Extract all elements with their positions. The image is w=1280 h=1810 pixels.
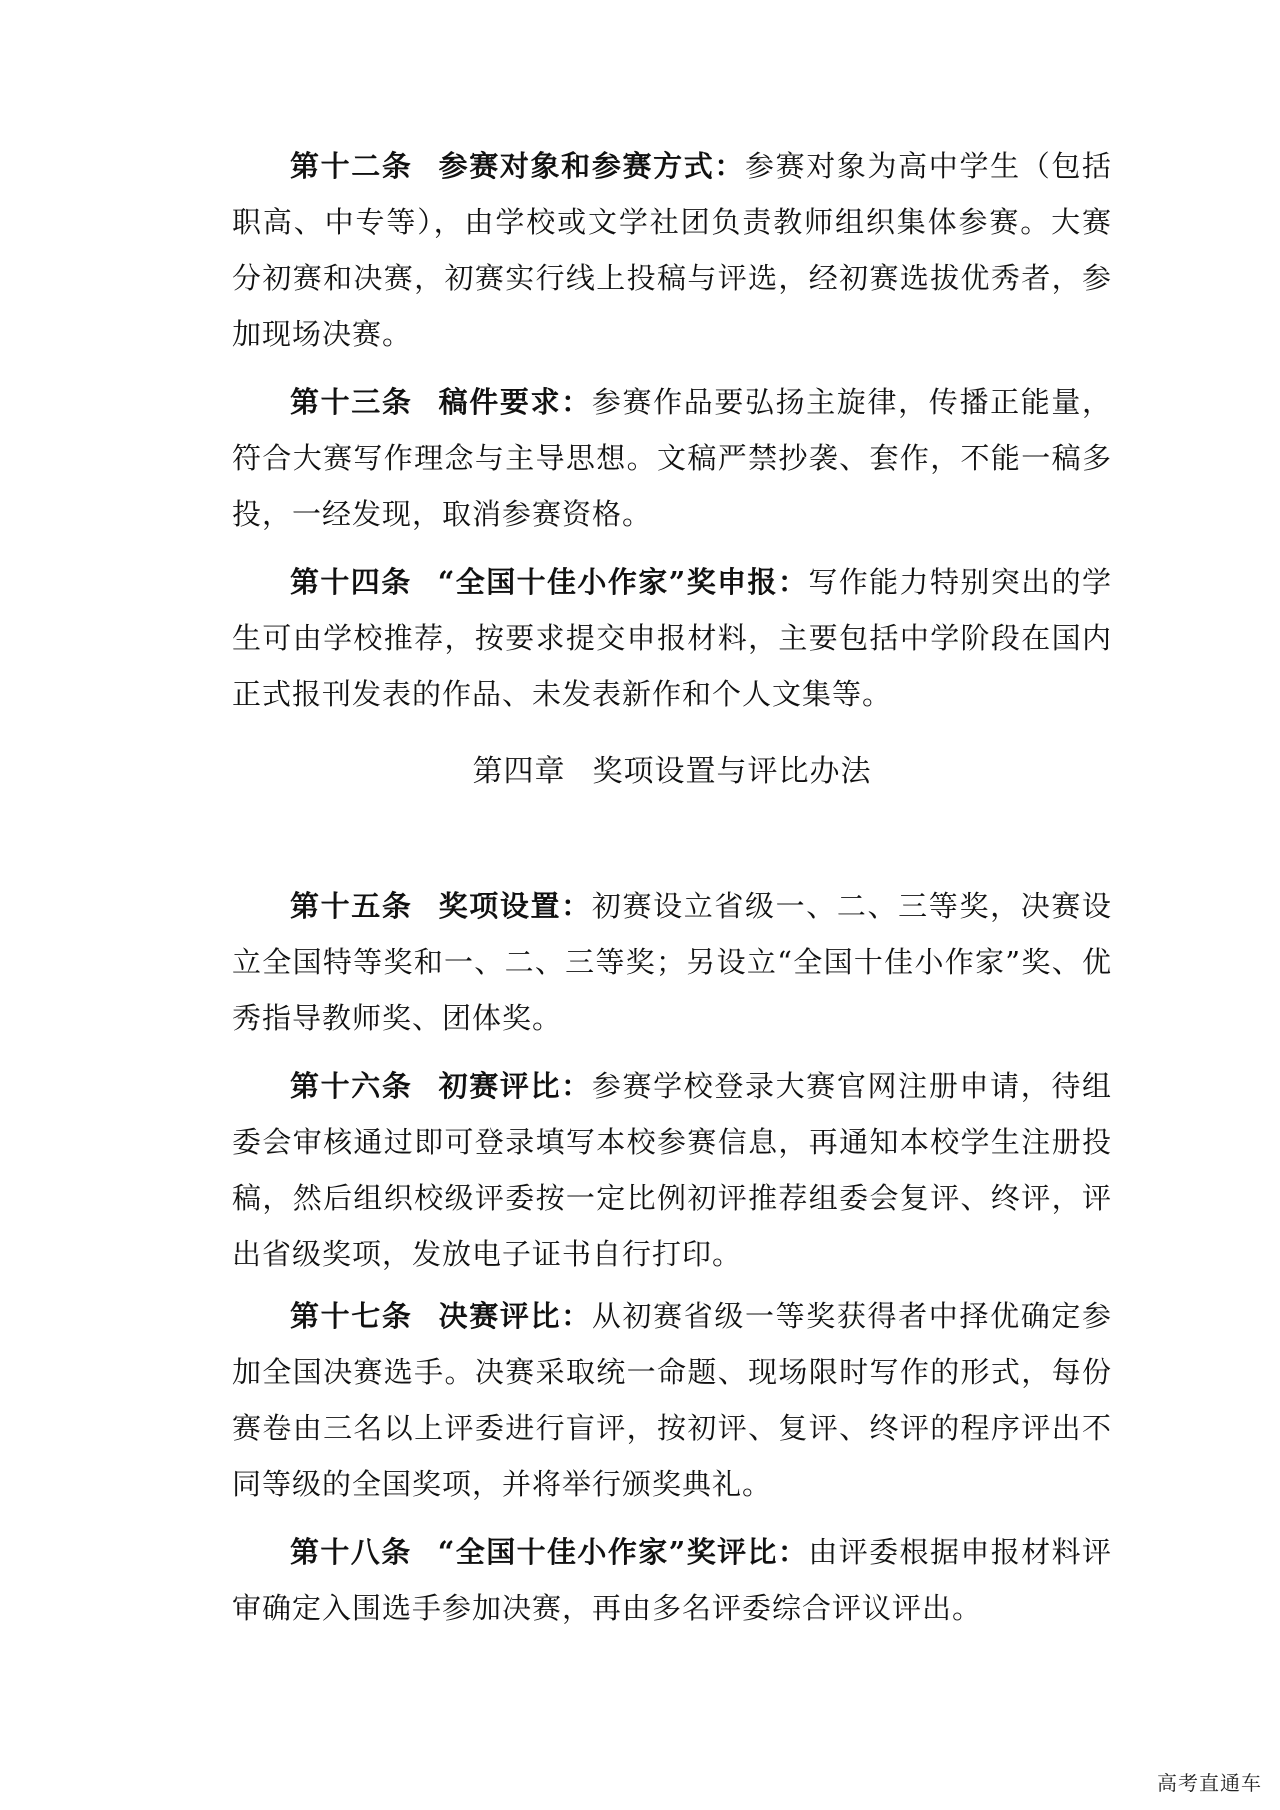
watermark-label: 高考直通车	[1157, 1771, 1262, 1795]
article-body: 由评委根据申报材料评审确定入围选手参加决赛，再由多名评委综合评议评出。	[232, 1535, 1112, 1625]
article-number: 第十二条	[290, 149, 413, 183]
article-body: 初赛设立省级一、二、三等奖，决赛设立全国特等奖和一、二、三等奖；另设立“全国十佳小作家”奖、优秀指导教师奖、团体奖。	[232, 889, 1112, 1035]
article-number: 第十四条	[290, 565, 412, 599]
article-title: 初赛评比：	[438, 1069, 592, 1103]
chapter-number: 第四章	[472, 754, 566, 789]
article-body: 参赛作品要弘扬主旋律，传播正能量，符合大赛写作理念与主导思想。文稿严禁抄袭、套作，不能一稿多投，一经发现，取消参赛资格。	[232, 385, 1112, 531]
article-title: 决赛评比：	[438, 1299, 592, 1333]
section-b	[232, 878, 1112, 1636]
article-number: 第十八条	[290, 1535, 412, 1569]
article-number: 第十六条	[290, 1069, 413, 1103]
chapter-heading	[232, 752, 1112, 792]
article-15	[232, 878, 1112, 1046]
article-14	[232, 554, 1112, 722]
article-body: 参赛学校登录大赛官网注册申请，待组委会审核通过即可登录填写本校参赛信息，再通知本校学生注册投稿，然后组织校级评委按一定比例初评推荐组委会复评、终评，评出省级奖项，发放电子证书自行打印。	[232, 1069, 1112, 1271]
article-13	[232, 374, 1112, 542]
article-title: 奖项设置：	[438, 889, 592, 923]
article-number: 第十五条	[290, 889, 413, 923]
article-body: 从初赛省级一等奖获得者中择优确定参加全国决赛选手。决赛采取统一命题、现场限时写作的形式，每份赛卷由三名以上评委进行盲评，按初评、复评、终评的程序评出不同等级的全国奖项，并将举行颁奖典礼。	[232, 1299, 1112, 1501]
article-body: 参赛对象为高中学生（包括职高、中专等），由学校或文学社团负责教师组织集体参赛。大赛分初赛和决赛，初赛实行线上投稿与评选，经初赛选拔优秀者，参加现场决赛。	[232, 149, 1112, 351]
article-title: “全国十佳小作家”奖评比：	[437, 1535, 809, 1569]
article-16	[232, 1058, 1112, 1282]
article-17	[232, 1288, 1112, 1512]
section-a	[232, 138, 1112, 722]
article-18	[232, 1524, 1112, 1636]
article-body: 写作能力特别突出的学生可由学校推荐，按要求提交申报材料，主要包括中学阶段在国内正式报刊发表的作品、未发表新作和个人文集等。	[232, 565, 1112, 711]
article-title: 参赛对象和参赛方式：	[438, 149, 745, 183]
article-number: 第十七条	[290, 1299, 413, 1333]
article-title: 稿件要求：	[438, 385, 592, 419]
article-title: “全国十佳小作家”奖申报：	[437, 565, 809, 599]
chapter-title: 奖项设置与评比办法	[592, 754, 872, 789]
article-12	[232, 138, 1112, 362]
article-number: 第十三条	[290, 385, 413, 419]
